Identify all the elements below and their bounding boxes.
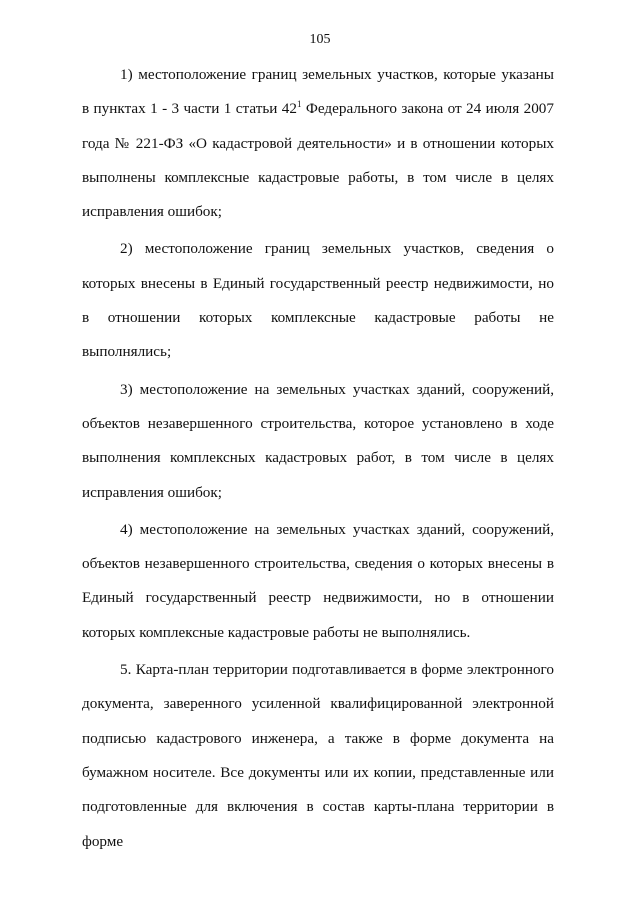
paragraph-text: 1) местоположение границ земельных участков, которые указаны в пунктах 1 - 3 части 1 статьи 42 (82, 66, 554, 118)
superscript: 1 (296, 99, 302, 110)
paragraph-text: Федерального закона от 24 июля 2007 года № 221-ФЗ «О кадастровой деятельности» и в отношении которых выполнены комплексные кадастровые работы, в том числе в целях исправления ошибок; (82, 100, 554, 221)
paragraph-item-5: 5. Карта-план территории подготавливается в форме электронного документа, заверенного усиленной квалифицированной электронной подписью кадастрового инженера, а также в форме документа на бумажном носителе. Все документы или их копии, представленные или подготовленные для включения в состав карты-плана территории в форме (82, 661, 554, 850)
page-number: 105 (309, 32, 331, 47)
paragraph-item-2: 2) местоположение границ земельных участков, сведения о которых внесены в Единый государственный реестр недвижимости, но в отношении которых комплексные кадастровые работы не выполнялись; (82, 240, 554, 361)
paragraph-item-1 (82, 58, 554, 229)
paragraph-item-4: 4) местоположение на земельных участках зданий, сооружений, объектов незавершенного строительства, сведения о которых внесены в Единый государственный реестр недвижимости, но в отношении которых комплексные кадастровые работы не выполнялись. (82, 520, 554, 641)
document-body (82, 58, 554, 862)
paragraph-item-3: 3) местоположение на земельных участках зданий, сооружений, объектов незавершенного строительства, которое установлено в ходе выполнения комплексных кадастровых работ, в том числе в целях исправления ошибок; (82, 380, 554, 501)
